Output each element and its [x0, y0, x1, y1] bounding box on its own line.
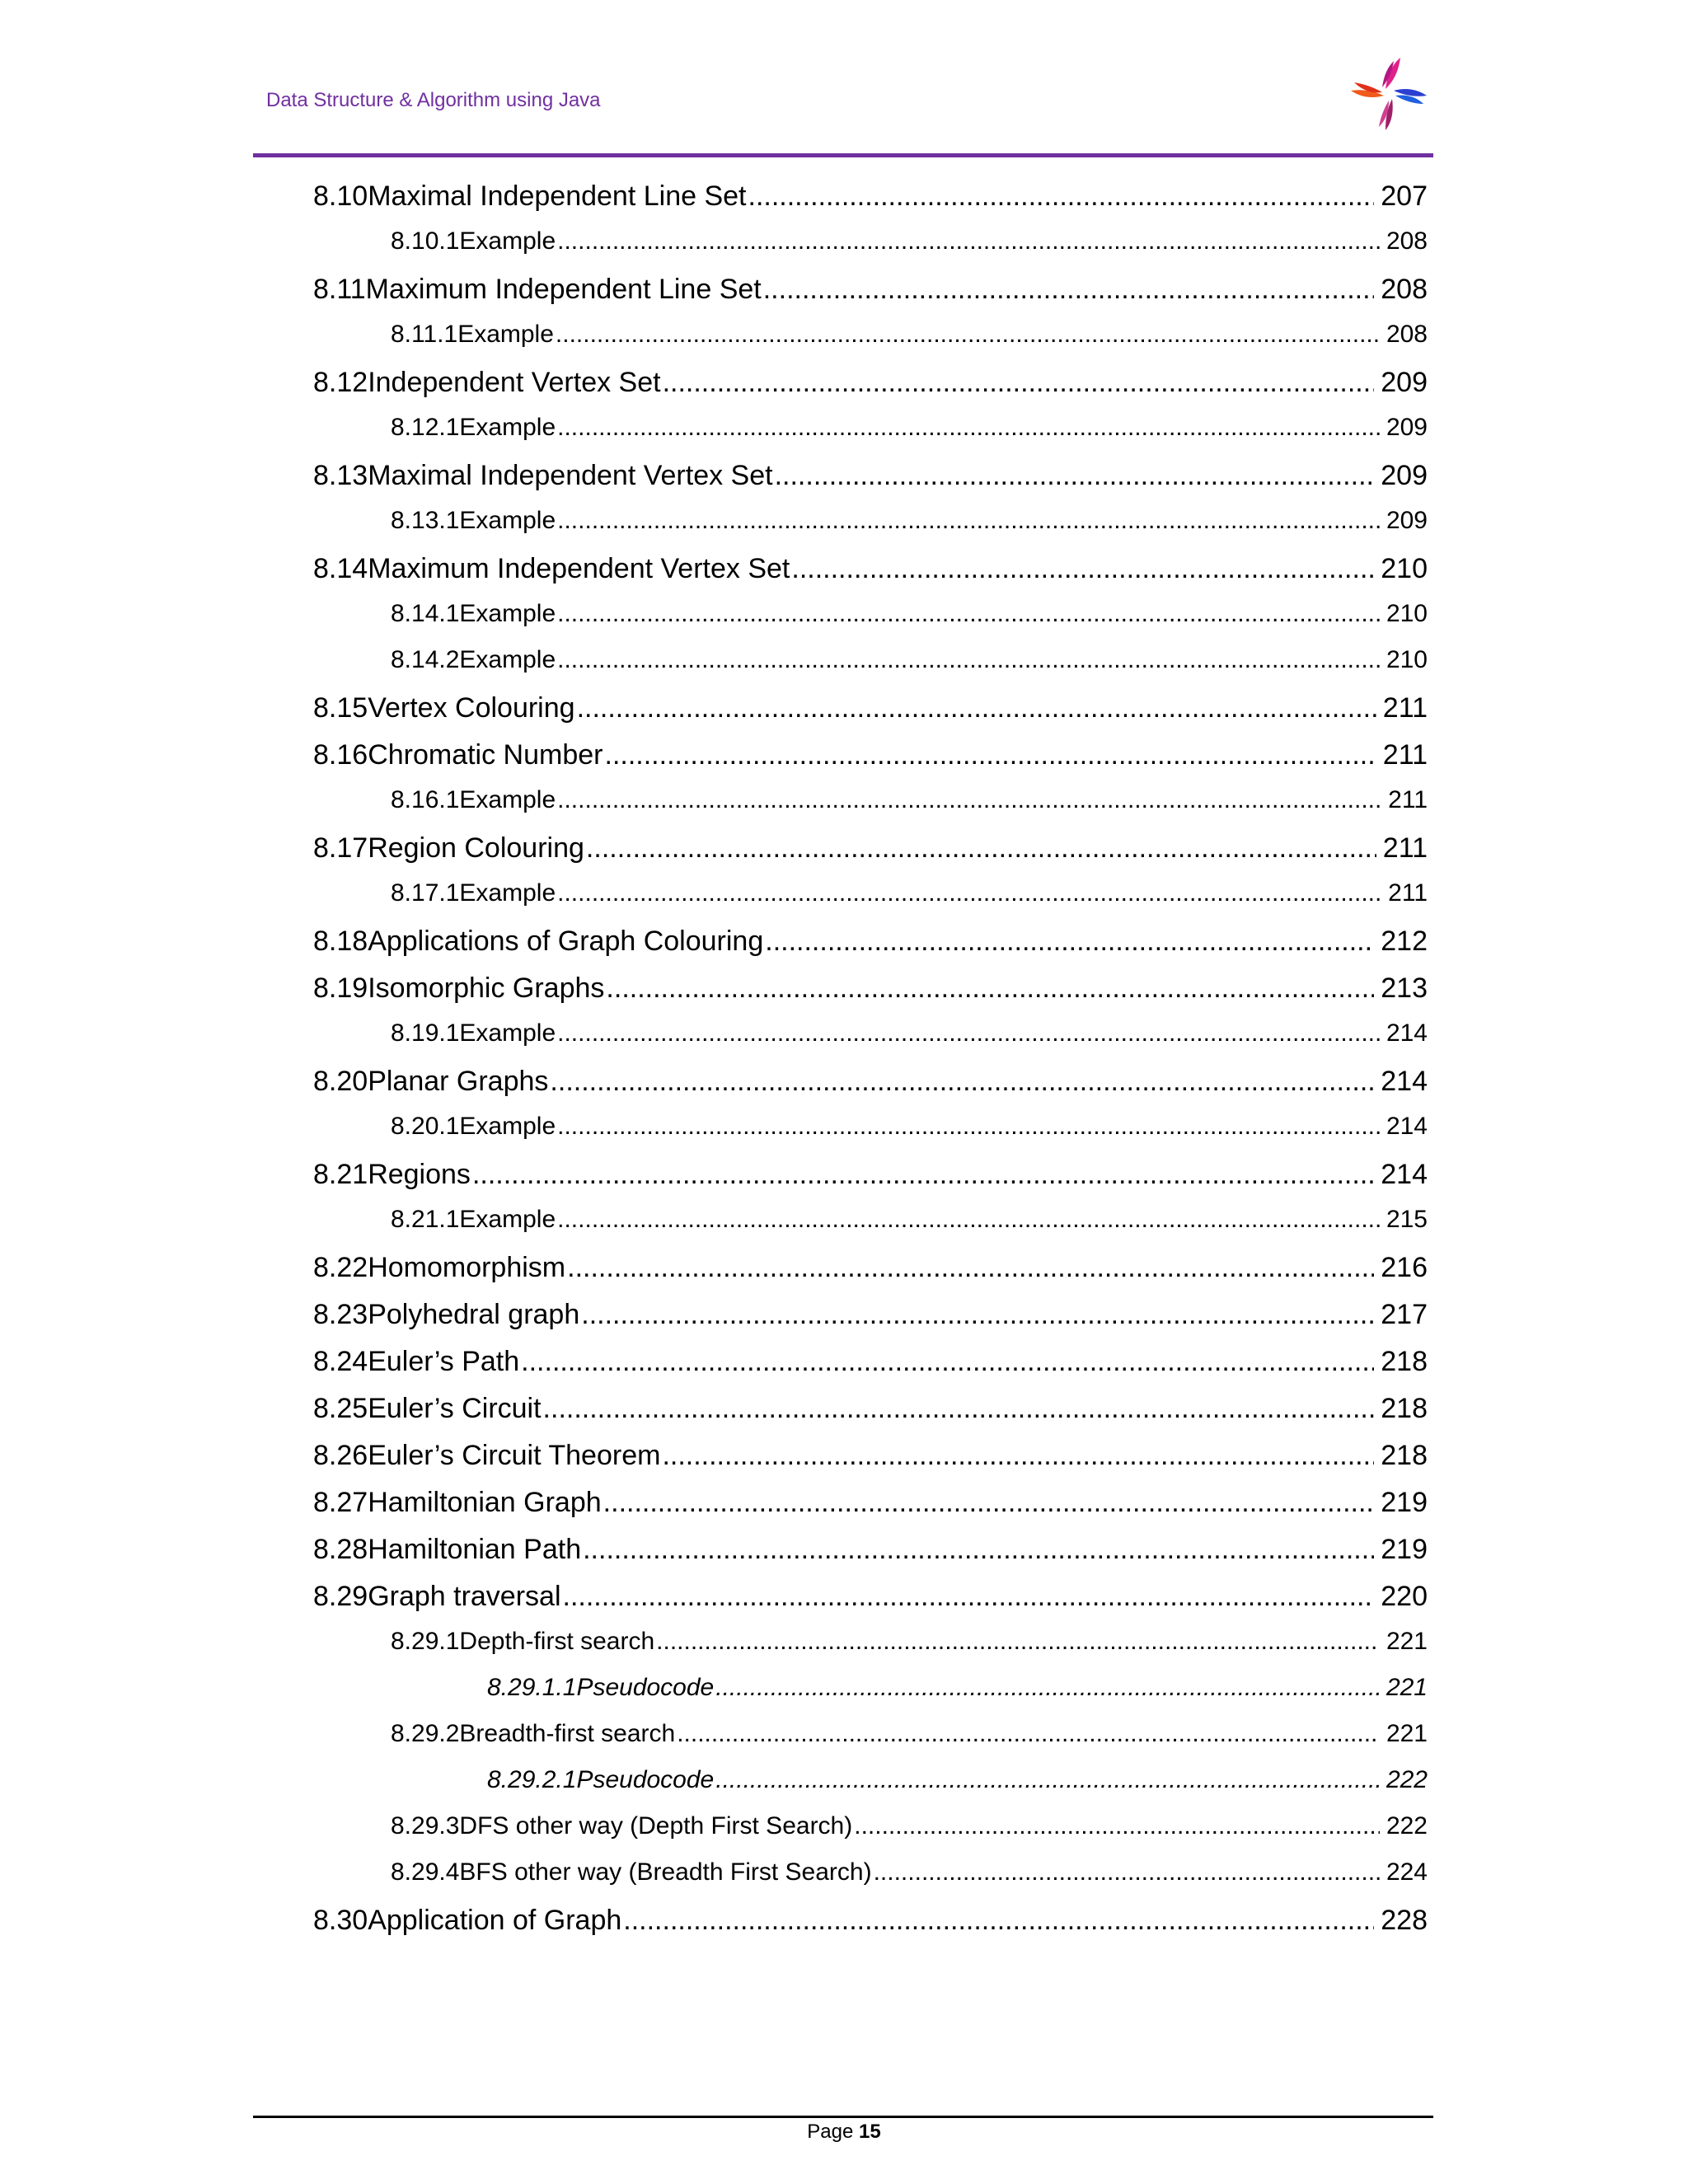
- page-footer: [0, 2121, 1688, 2144]
- toc-dot-leader: [715, 1766, 1380, 1794]
- footer-rule: [253, 2116, 1433, 2118]
- toc-entry-page: 214: [1381, 1066, 1428, 1097]
- toc-entry-page: 209: [1386, 414, 1428, 441]
- toc-entry[interactable]: [313, 553, 1428, 600]
- toc-entry[interactable]: [313, 692, 1428, 739]
- toc-entry-title: Pseudocode: [576, 1766, 715, 1793]
- toc-entry-title: Example: [459, 646, 556, 673]
- toc-entry[interactable]: [313, 1393, 1428, 1440]
- toc-entry-number: 8.25: [313, 1393, 368, 1424]
- toc-entry-number: 8.20: [313, 1066, 368, 1097]
- toc-entry-number: 8.12: [313, 367, 368, 398]
- toc-dot-leader: [543, 1393, 1375, 1425]
- toc-entry-page: 218: [1381, 1346, 1428, 1377]
- toc-dot-leader: [662, 1440, 1374, 1472]
- toc-entry-number: 8.29.2: [391, 1720, 460, 1747]
- toc-entry-page: 209: [1381, 460, 1428, 491]
- toc-entry-page: 222: [1386, 1766, 1428, 1793]
- toc-entry-page: 210: [1386, 600, 1428, 627]
- toc-dot-leader: [557, 1206, 1380, 1234]
- toc-dot-leader: [775, 460, 1375, 492]
- toc-entry[interactable]: [313, 1628, 1428, 1674]
- toc-dot-leader: [603, 1487, 1375, 1519]
- toc-dot-leader: [557, 786, 1381, 814]
- toc-dot-leader: [715, 1674, 1380, 1702]
- toc-entry[interactable]: [313, 274, 1428, 321]
- toc-dot-leader: [763, 274, 1375, 306]
- toc-entry-title: Breadth-first search: [459, 1720, 676, 1747]
- toc-entry-title: Pseudocode: [576, 1674, 715, 1701]
- toc-entry-title: Example: [459, 414, 556, 441]
- toc-dot-leader: [748, 180, 1375, 213]
- toc-entry[interactable]: [313, 1440, 1428, 1487]
- toc-entry-page: 208: [1381, 274, 1428, 305]
- toc-entry-page: 228: [1381, 1905, 1428, 1936]
- toc-dot-leader: [623, 1905, 1374, 1937]
- toc-entry-title: Vertex Colouring: [368, 692, 575, 724]
- toc-entry[interactable]: [313, 926, 1428, 972]
- toc-entry[interactable]: [313, 786, 1428, 832]
- toc-entry-page: 210: [1381, 553, 1428, 584]
- toc-entry-number: 8.12.1: [391, 414, 460, 441]
- toc-entry-number: 8.19: [313, 972, 368, 1004]
- toc-entry[interactable]: [313, 1252, 1428, 1299]
- toc-entry[interactable]: [313, 460, 1428, 507]
- toc-dot-leader: [557, 1019, 1380, 1047]
- toc-entry[interactable]: [313, 1905, 1428, 1952]
- toc-entry-title: BFS other way (Breadth First Search): [459, 1858, 872, 1886]
- toc-entry[interactable]: [313, 1019, 1428, 1066]
- toc-entry[interactable]: [313, 646, 1428, 692]
- toc-entry-number: 8.10.1: [391, 227, 460, 255]
- toc-entry-number: 8.24: [313, 1346, 368, 1377]
- toc-dot-leader: [472, 1159, 1374, 1191]
- toc-entry[interactable]: [313, 1206, 1428, 1252]
- toc-entry-number: 8.29: [313, 1581, 368, 1612]
- toc-entry[interactable]: [313, 367, 1428, 414]
- toc-entry-number: 8.16: [313, 739, 368, 771]
- toc-entry-number: 8.16.1: [391, 786, 460, 813]
- toc-entry[interactable]: [313, 1812, 1428, 1858]
- toc-entry-page: 209: [1381, 367, 1428, 398]
- toc-entry-page: 211: [1382, 692, 1428, 724]
- toc-entry-title: Euler’s Path: [368, 1346, 520, 1377]
- publisher-logo-icon: [1343, 54, 1434, 134]
- toc-entry-number: 8.14.1: [391, 600, 460, 627]
- toc-entry[interactable]: [313, 227, 1428, 274]
- toc-dot-leader: [605, 739, 1376, 771]
- toc-entry-number: 8.19.1: [391, 1019, 460, 1047]
- toc-entry[interactable]: [313, 600, 1428, 646]
- toc-entry-number: 8.29.3: [391, 1812, 460, 1840]
- toc-dot-leader: [556, 321, 1380, 349]
- toc-entry-number: 8.29.1.1: [487, 1674, 577, 1701]
- toc-entry-title: Example: [457, 321, 554, 348]
- toc-entry-title: Planar Graphs: [368, 1066, 549, 1097]
- toc-dot-leader: [577, 692, 1376, 724]
- toc-dot-leader: [583, 1534, 1374, 1566]
- toc-entry[interactable]: [313, 972, 1428, 1019]
- toc-entry[interactable]: [313, 1299, 1428, 1346]
- toc-entry-title: Application of Graph: [368, 1905, 622, 1936]
- toc-entry-page: 207: [1381, 180, 1428, 212]
- toc-entry-number: 8.15: [313, 692, 368, 724]
- toc-entry[interactable]: [313, 180, 1428, 227]
- toc-entry-number: 8.11: [313, 274, 366, 305]
- toc-dot-leader: [557, 414, 1380, 442]
- toc-entry-number: 8.29.1: [391, 1628, 460, 1655]
- toc-dot-leader: [557, 507, 1380, 535]
- header-title: Data Structure & Algorithm using Java: [266, 89, 601, 111]
- toc-entry-number: 8.14.2: [391, 646, 460, 673]
- toc-entry-page: 218: [1381, 1393, 1428, 1424]
- toc-entry-page: 215: [1386, 1206, 1428, 1233]
- toc-entry-title: Homomorphism: [368, 1252, 566, 1283]
- toc-entry-number: 8.13.1: [391, 507, 460, 534]
- toc-entry-page: 222: [1386, 1812, 1428, 1840]
- toc-entry-number: 8.18: [313, 926, 368, 957]
- toc-entry-number: 8.23: [313, 1299, 368, 1330]
- toc-entry-page: 208: [1386, 227, 1428, 255]
- toc-entry-number: 8.22: [313, 1252, 368, 1283]
- toc-entry-page: 216: [1381, 1252, 1428, 1283]
- toc-entry-page: 211: [1382, 739, 1428, 771]
- toc-entry-page: 217: [1381, 1299, 1428, 1330]
- toc-entry-page: 214: [1386, 1113, 1428, 1140]
- toc-entry-title: Maximal Independent Line Set: [368, 180, 747, 212]
- toc-entry-page: 214: [1381, 1159, 1428, 1190]
- toc-entry[interactable]: [313, 1346, 1428, 1393]
- toc-dot-leader: [521, 1346, 1374, 1378]
- toc-dot-leader: [557, 227, 1380, 255]
- header-rule: [253, 153, 1433, 157]
- toc-entry-title: Example: [459, 1206, 556, 1233]
- toc-entry-number: 8.13: [313, 460, 368, 491]
- toc-entry-page: 224: [1386, 1858, 1428, 1886]
- table-of-contents: [313, 180, 1428, 1952]
- toc-entry-number: 8.29.2.1: [487, 1766, 577, 1793]
- toc-entry-number: 8.17.1: [391, 879, 460, 907]
- toc-dot-leader: [606, 972, 1374, 1005]
- toc-entry-page: 211: [1388, 786, 1428, 813]
- toc-entry-page: 221: [1386, 1628, 1428, 1655]
- toc-entry-page: 221: [1386, 1674, 1428, 1701]
- toc-entry-number: 8.21: [313, 1159, 368, 1190]
- toc-entry-number: 8.14: [313, 553, 368, 584]
- toc-entry[interactable]: [313, 1066, 1428, 1113]
- toc-entry[interactable]: [313, 1534, 1428, 1581]
- toc-entry-title: Isomorphic Graphs: [368, 972, 605, 1004]
- toc-dot-leader: [557, 600, 1380, 628]
- toc-entry-title: Example: [459, 879, 556, 907]
- toc-entry-title: Example: [459, 600, 556, 627]
- toc-entry-number: 8.26: [313, 1440, 368, 1471]
- toc-entry[interactable]: [313, 507, 1428, 553]
- toc-entry[interactable]: [313, 1720, 1428, 1766]
- toc-dot-leader: [563, 1581, 1375, 1613]
- toc-entry[interactable]: [313, 321, 1428, 367]
- toc-entry-page: 219: [1381, 1487, 1428, 1518]
- toc-entry-title: Hamiltonian Graph: [368, 1487, 602, 1518]
- toc-entry-title: Hamiltonian Path: [368, 1534, 582, 1565]
- toc-entry-number: 8.11.1: [391, 321, 458, 348]
- toc-entry[interactable]: [313, 832, 1428, 879]
- toc-entry-title: Euler’s Circuit: [368, 1393, 542, 1424]
- toc-dot-leader: [874, 1858, 1380, 1886]
- toc-entry-title: Chromatic Number: [368, 739, 603, 771]
- toc-entry-number: 8.10: [313, 180, 368, 212]
- toc-entry-title: DFS other way (Depth First Search): [459, 1812, 853, 1840]
- toc-entry-title: Applications of Graph Colouring: [368, 926, 764, 957]
- toc-entry-title: Graph traversal: [368, 1581, 561, 1612]
- toc-entry-page: 213: [1381, 972, 1428, 1004]
- toc-entry-number: 8.29.4: [391, 1858, 460, 1886]
- toc-entry-title: Region Colouring: [368, 832, 584, 864]
- toc-dot-leader: [677, 1720, 1380, 1748]
- toc-dot-leader: [765, 926, 1374, 958]
- page-number: 15: [859, 2121, 881, 2143]
- toc-entry[interactable]: [313, 739, 1428, 786]
- toc-entry-page: 214: [1386, 1019, 1428, 1047]
- toc-entry[interactable]: [313, 1674, 1428, 1720]
- toc-entry-page: 208: [1386, 321, 1428, 348]
- toc-entry-number: 8.21.1: [391, 1206, 460, 1233]
- toc-dot-leader: [791, 553, 1374, 585]
- toc-entry-number: 8.28: [313, 1534, 368, 1565]
- toc-entry-title: Euler’s Circuit Theorem: [368, 1440, 661, 1471]
- toc-entry-page: 219: [1381, 1534, 1428, 1565]
- toc-entry-title: Example: [459, 507, 556, 534]
- toc-entry-title: Independent Vertex Set: [368, 367, 661, 398]
- toc-entry-title: Polyhedral graph: [368, 1299, 580, 1330]
- toc-dot-leader: [550, 1066, 1374, 1098]
- toc-entry-page: 218: [1381, 1440, 1428, 1471]
- toc-dot-leader: [567, 1252, 1374, 1284]
- toc-entry-title: Depth-first search: [459, 1628, 655, 1655]
- toc-entry[interactable]: [313, 1766, 1428, 1812]
- page-label: Page: [807, 2121, 854, 2143]
- toc-entry-number: 8.30: [313, 1905, 368, 1936]
- toc-entry-page: 210: [1386, 646, 1428, 673]
- toc-entry-number: 8.17: [313, 832, 368, 864]
- toc-entry-title: Regions: [368, 1159, 471, 1190]
- toc-entry-page: 212: [1381, 926, 1428, 957]
- toc-dot-leader: [557, 1113, 1380, 1141]
- toc-dot-leader: [663, 367, 1375, 399]
- toc-entry-page: 221: [1386, 1720, 1428, 1747]
- toc-entry-title: Example: [459, 227, 556, 255]
- toc-entry-title: Example: [459, 1113, 556, 1140]
- toc-dot-leader: [656, 1628, 1380, 1656]
- toc-dot-leader: [586, 832, 1376, 865]
- toc-entry-title: Example: [459, 786, 556, 813]
- toc-dot-leader: [581, 1299, 1374, 1331]
- toc-entry-page: 211: [1382, 832, 1428, 864]
- toc-entry-title: Maximum Independent Line Set: [365, 274, 762, 305]
- toc-entry[interactable]: [313, 1113, 1428, 1159]
- toc-entry-title: Example: [459, 1019, 556, 1047]
- toc-entry[interactable]: [313, 1159, 1428, 1206]
- toc-entry-page: 211: [1388, 879, 1428, 907]
- toc-entry[interactable]: [313, 1581, 1428, 1628]
- toc-entry-number: 8.20.1: [391, 1113, 460, 1140]
- toc-entry-page: 209: [1386, 507, 1428, 534]
- toc-dot-leader: [557, 646, 1380, 674]
- toc-entry[interactable]: [313, 879, 1428, 926]
- toc-entry-title: Maximum Independent Vertex Set: [368, 553, 790, 584]
- toc-entry-page: 220: [1381, 1581, 1428, 1612]
- toc-entry-number: 8.27: [313, 1487, 368, 1518]
- toc-dot-leader: [557, 879, 1381, 907]
- toc-entry[interactable]: [313, 1487, 1428, 1534]
- toc-entry[interactable]: [313, 1858, 1428, 1905]
- toc-dot-leader: [854, 1812, 1380, 1840]
- toc-entry[interactable]: [313, 414, 1428, 460]
- toc-entry-title: Maximal Independent Vertex Set: [368, 460, 773, 491]
